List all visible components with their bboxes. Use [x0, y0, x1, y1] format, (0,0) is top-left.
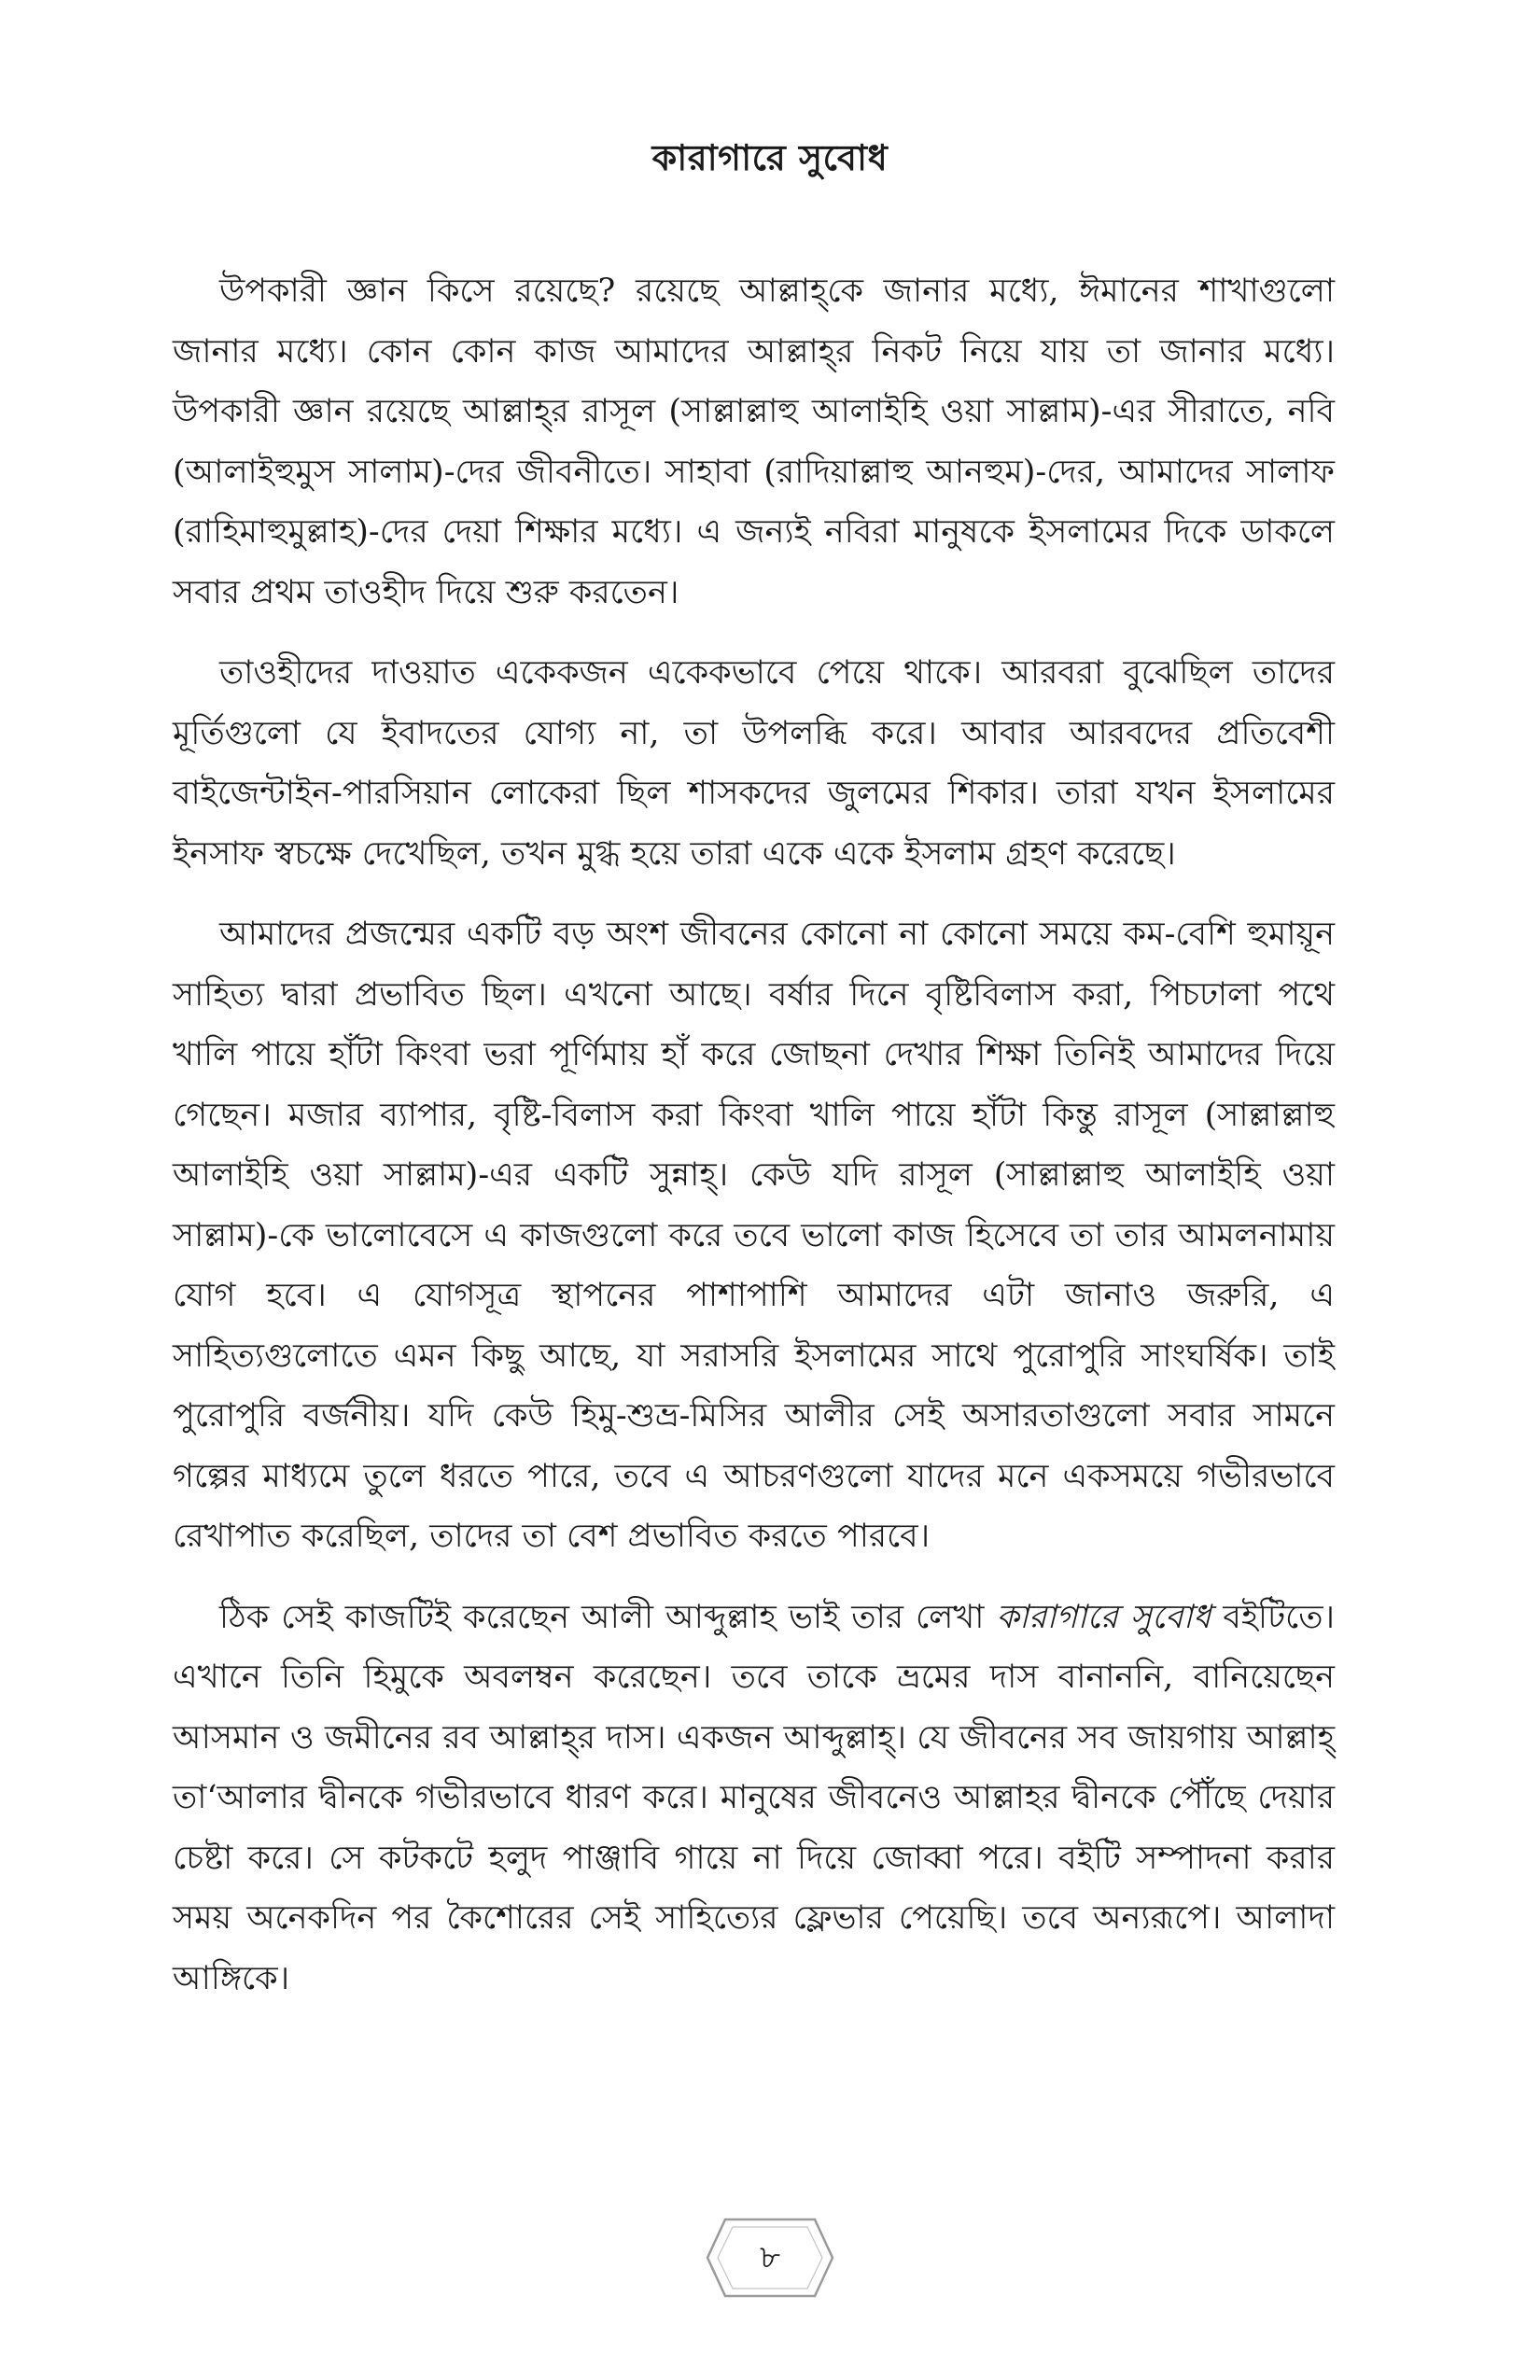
page-title: কারাগারে সুবোধ	[651, 136, 889, 178]
paragraph-2: তাওহীদের দাওয়াত একেকজন একেকভাবে পেয়ে থাকে। আরবরা বুঝেছিল তাদের মূর্তিগুলো যে ইবাদতের যোগ্য না, তা উপলব্ধি করে। আবার আরবদের প্রতিবেশী বাইজেন্টাইন-পারসিয়ান লোকেরা ছিল শাসকদের জুলমের শিকার। তারা যখন ইসলামের ইনসাফ স্বচক্ষে দেখেছিল, তখন মুগ্ধ হয়ে তারা একে একে ইসলাম গ্রহণ করেছে।	[173, 654, 1335, 873]
paragraph-1: উপকারী জ্ঞান কিসে রয়েছে? রয়েছে আল্লাহ্‌কে জানার মধ্যে, ঈমানের শাখাগুলো জানার মধ্যে। কোন কোন কাজ আমাদের আল্লাহ্‌র নিকট নিয়ে যায় তা জানার মধ্যে। উপকারী জ্ঞান রয়েছে আল্লাহ্‌র রাসূল (সাল্লাল্লাহু আলাইহি ওয়া সাল্লাম)-এর সীরাতে, নবি (আলাইহুমুস সালাম)-দের জীবনীতে। সাহাবা (রাদিয়াল্লাহু আনহুম)-দের, আমাদের সালাফ (রাহিমাহুমুল্লাহ)-দের দেয়া শিক্ষার মধ্যে। এ জন্যই নবিরা মানুষকে ইসলামের দিকে ডাকলে সবার প্রথম তাওহীদ দিয়ে শুরু করতেন।	[173, 273, 1335, 611]
paragraph-3: আমাদের প্রজন্মের একটি বড় অংশ জীবনের কোনো না কোনো সময়ে কম-বেশি হুমায়ূন সাহিত্য দ্বারা প্রভাবিত ছিল। এখনো আছে। বর্ষার দিনে বৃষ্টিবিলাস করা, পিচঢালা পথে খালি পায়ে হাঁটা কিংবা ভরা পূর্ণিমায় হাঁ করে জোছনা দেখার শিক্ষা তিনিই আমাদের দিয়ে গেছেন। মজার ব্যাপার, বৃষ্টি-বিলাস করা কিংবা খালি পায়ে হাঁটা কিন্তু রাসূল (সাল্লাল্লাহু আলাইহি ওয়া সাল্লাম)-এর একটি সুন্নাহ্‌। কেউ যদি রাসূল (সাল্লাল্লাহু আলাইহি ওয়া সাল্লাম)-কে ভালোবেসে এ কাজগুলো করে তবে ভালো কাজ হিসেবে তা তার আমলনামায় যোগ হবে। এ যোগসূত্র স্থাপনের পাশাপাশি আমাদের এটা জানাও জরুরি, এ সাহিত্যগুলোতে এমন কিছু আছে, যা সরাসরি ইসলামের সাথে পুরোপুরি সাংঘর্ষিক। তাই পুরোপুরি বর্জনীয়। যদি কেউ হিমু-শুভ্র-মিসির আলীর সেই অসারতাগুলো সবার সামনে গল্পের মাধ্যমে তুলে ধরতে পারে, তবে এ আচরণগুলো যাদের মনে একসময়ে গভীরভাবে রেখাপাত করেছিল, তাদের তা বেশ প্রভাবিত করতে পারবে।	[173, 916, 1335, 1555]
body-text	[173, 261, 1335, 2029]
book-title-emphasis: কারাগারে সুবোধ	[996, 1598, 1211, 1636]
paragraph-4	[173, 1588, 1335, 2009]
paragraph-4-text-before: ঠিক সেই কাজটিই করেছেন আলী আব্দুল্লাহ ভাই তার লেখা	[219, 1598, 997, 1636]
paragraph-4-text-after: বইটিতে। এখানে তিনি হিমুকে অবলম্বন করেছেন। তবে তাকে ভ্রমের দাস বানাননি, বানিয়েছেন আসমান ও জমীনের রব আল্লাহ্‌র দাস। একজন আব্দুল্লাহ্‌। যে জীবনের সব জায়গায় আল্লাহ্‌ তা‘আলার দ্বীনকে গভীরভাবে ধারণ করে। মানুষের জীবনেও আল্লাহর দ্বীনকে পৌঁছে দেয়ার চেষ্টা করে। সে কটকটে হলুদ পাঞ্জাবি গায়ে না দিয়ে জোব্বা পরে। বইটি সম্পাদনা করার সময় অনেকদিন পর কৈশোরের সেই সাহিত্যের ফ্লেভার পেয়েছি। তবে অন্যরূপে। আলাদা আঙ্গিকে।	[173, 1598, 1335, 1997]
page-number: ৮	[759, 2239, 781, 2276]
page-number-badge	[705, 2217, 835, 2299]
